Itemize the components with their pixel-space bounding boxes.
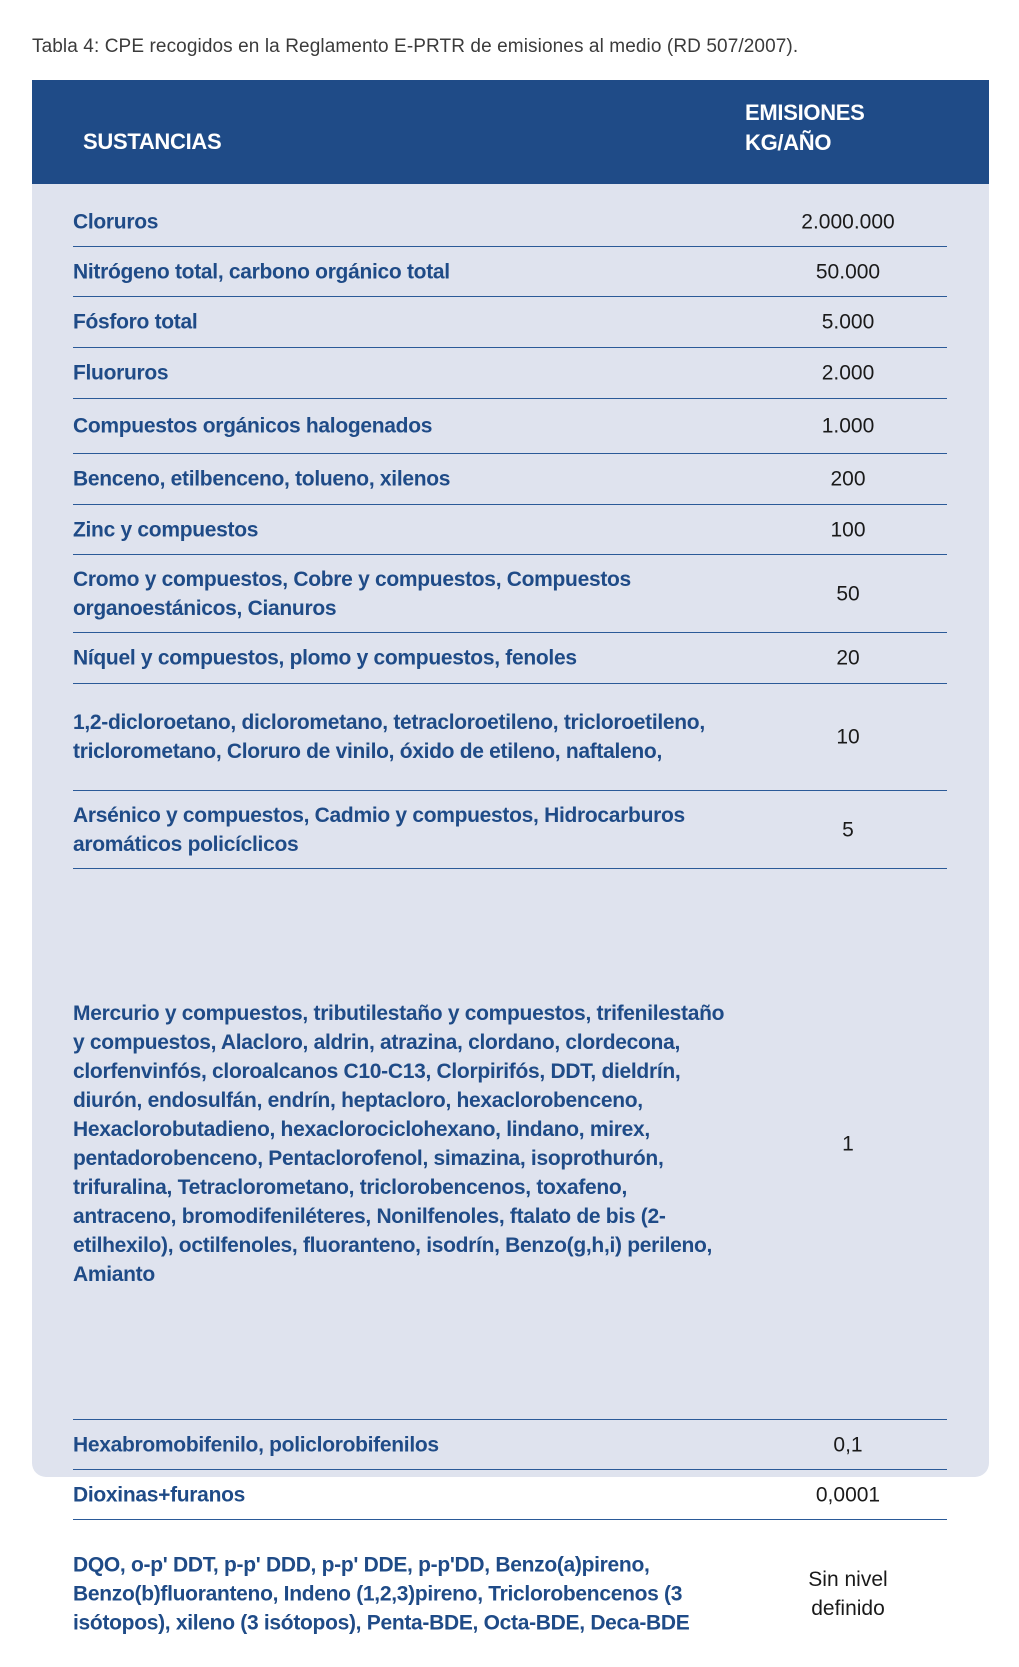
header-substances: SUSTANCIAS [83,129,222,154]
substance-cell: Cloruros [73,210,159,234]
emission-cell: Sin nivel definido [808,1567,888,1620]
substance-cell: Fósforo total [73,310,198,334]
emission-cell: 20 [836,646,860,670]
emission-cell: 0,0001 [815,1483,881,1506]
table-row [73,247,947,297]
emission-cell: 2.000.000 [801,210,895,234]
emission-cell: 0,1 [833,1433,863,1456]
substance-cell: Cromo y compuestos, Cobre y compuestos, Compuestos organoestánicos, Cianuros [73,567,631,620]
table-row [73,297,947,348]
emission-cell: 10 [836,725,860,749]
substance-cell: Zinc y compuestos [73,518,259,541]
table-caption: Tabla 4: CPE recogidos en la Reglamento E-PRTR de emisiones al medio (RD 507/2007). [32,36,799,57]
substance-cell: Mercurio y compuestos, tributilestaño y compuestos, trifenilestaño y compuestos, Alacloro, aldrin, atrazina, clordano, clordecona, clorfenvinfós, cloroalcanos C10-C13, Clorpirifós, DDT, dieldrín, diurón, endosulfán, endrín, heptacloro, hexaclorobenceno, Hexaclorobutadieno, hexaclorociclohexano, lindano, mirex, pentadorobenceno, Pentaclorofenol, simazina, isoprothurón, trifuralina, Tetraclorometano, triclorobencenos, toxafeno, antraceno, bromodifeniléteres, Nonilfenoles, ftalato de bis (2-etilhexilo), octilfenoles, fluoranteno, isodrín, Benzo(g,h,i) perileno, Amianto [73,1002,725,1286]
emission-cell: 5 [842,818,854,841]
emission-cell: 1 [842,1132,854,1156]
emission-cell: 50 [836,582,860,605]
substance-cell: Níquel y compuestos, plomo y compuestos, fenoles [73,646,577,670]
substance-cell: Fluoruros [73,361,169,385]
table-row [73,1520,947,1667]
substance-cell: Nitrógeno total, carbono orgánico total [73,260,450,283]
emission-cell: 5.000 [821,310,875,334]
substance-cell: Dioxinas+furanos [73,1483,245,1506]
substance-cell: DQO, o-p' DDT, p-p' DDD, p-p' DDE, p-p'DD, Benzo(a)pireno, Benzo(b)fluoranteno, Indeno (1,2,3)pireno, Triclorobencenos (3 isótopos), xileno (3 isótopos), Penta-BDE, Octa-BDE, Deca-BDE [73,1553,690,1634]
emission-cell: 50.000 [815,260,881,283]
table-row [73,454,947,505]
table-row [73,399,947,454]
emission-cell: 200 [830,467,866,491]
substance-cell: Arsénico y compuestos, Cadmio y compuestos, Hidrocarburos aromáticos policíclicos [73,803,685,856]
emission-cell: 1.000 [821,414,875,438]
table-row [73,505,947,555]
table-row [73,869,947,1420]
substance-cell: 1,2-dicloroetano, diclorometano, tetracloroetileno, tricloroetileno, triclorometano, Cloruro de vinilo, óxido de etileno, naftaleno, [73,711,705,763]
header-emissions-line2: KG/AÑO [745,130,832,155]
emissions-table [32,80,989,1634]
emission-cell: 2.000 [821,361,875,385]
table-row [73,1470,947,1520]
table-row [73,555,947,633]
table-body [32,80,989,1634]
substance-cell: Benceno, etilbenceno, tolueno, xilenos [73,467,451,491]
substance-cell: Compuestos orgánicos halogenados [73,414,433,438]
table-row [73,198,947,247]
table-row [73,1420,947,1470]
table-row [73,791,947,869]
header-emissions-line1: EMISIONES [745,100,865,125]
emission-cell: 100 [830,518,866,541]
table-row [73,633,947,684]
substance-cell: Hexabromobifenilo, policlorobifenilos [73,1433,439,1456]
table-row [73,348,947,399]
table-row [73,684,947,791]
